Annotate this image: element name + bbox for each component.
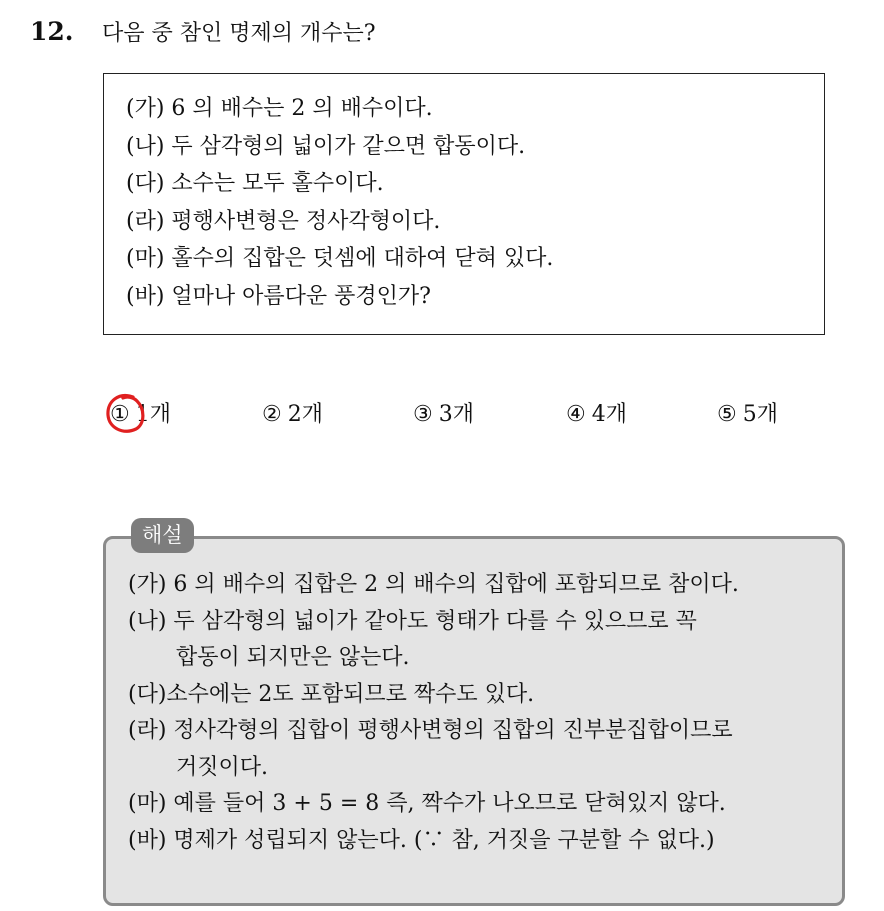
statement-na: (나) 두 삼각형의 넓이가 같으면 합동이다. <box>126 133 526 159</box>
choice-mark: ① <box>110 402 130 427</box>
question-header <box>30 14 376 48</box>
explanation-tag: 해설 <box>131 518 194 553</box>
choice-4[interactable] <box>566 397 627 433</box>
explanation-line: (나) 두 삼각형의 넓이가 같아도 형태가 다를 수 있으므로 꼭 <box>128 608 697 634</box>
explanation-line: (라) 정사각형의 집합이 평행사변형의 집합의 진부분집합이므로 <box>128 718 733 743</box>
explanation-line: (바) 명제가 성립되지 않는다. (∵ 참, 거짓을 구분할 수 없다.) <box>128 827 715 853</box>
choice-2[interactable] <box>262 397 323 433</box>
explanation-line: (가) 6 의 배수의 집합은 2 의 배수의 집합에 포함되므로 참이다. <box>128 572 739 597</box>
question-text: 다음 중 참인 명제의 개수는? <box>102 20 376 46</box>
choice-label: 1개 <box>135 402 171 427</box>
choice-label: 3개 <box>438 402 474 427</box>
statement-ga: (가) 6 의 배수는 2 의 배수이다. <box>126 96 433 121</box>
question-number: 12. <box>30 16 74 46</box>
statements-box <box>103 73 825 335</box>
statement-ma: (마) 홀수의 집합은 덧셈에 대하여 닫혀 있다. <box>126 246 554 271</box>
choice-label: 2개 <box>287 402 323 427</box>
explanation-box <box>103 536 845 906</box>
choice-label: 4개 <box>591 402 627 427</box>
statement-da: (다) 소수는 모두 홀수이다. <box>126 171 384 196</box>
choice-mark: ② <box>262 402 282 427</box>
choice-3[interactable] <box>413 397 474 433</box>
explanation-line: 합동이 되지만은 않는다. <box>176 645 410 670</box>
choice-5[interactable] <box>717 397 778 433</box>
explanation-line: (다)소수에는 2도 포함되므로 짝수도 있다. <box>128 681 535 707</box>
choice-mark: ④ <box>566 402 586 427</box>
answer-choices <box>105 397 825 433</box>
choice-label: 5개 <box>742 402 778 427</box>
explanation-line: (마) 예를 들어 3 + 5 = 8 즉, 짝수가 나오므로 닫혀있지 않다. <box>128 791 726 816</box>
choice-1[interactable] <box>110 397 171 433</box>
statement-ra: (라) 평행사변형은 정사각형이다. <box>126 208 441 234</box>
statement-ba: (바) 얼마나 아름다운 풍경인가? <box>126 283 431 309</box>
choice-mark: ⑤ <box>717 402 737 427</box>
choice-mark: ③ <box>413 402 433 427</box>
explanation-line: 거짓이다. <box>176 754 269 780</box>
